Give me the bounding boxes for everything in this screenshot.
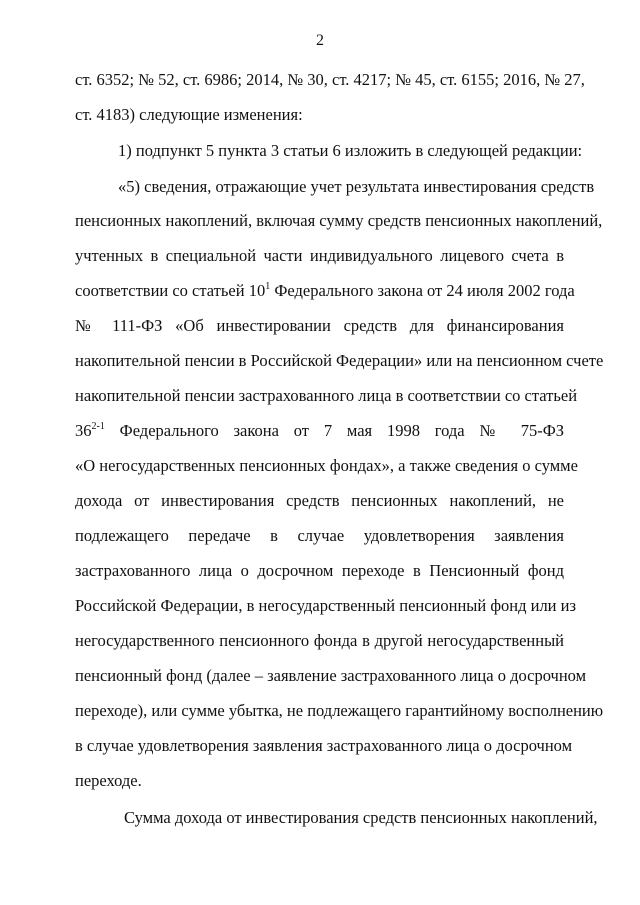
text-line-4: «5) сведения, отражающие учет результата инвестирования средств bbox=[118, 177, 595, 196]
text-line-7-rest: Федерального закона от 24 июля 2002 года bbox=[270, 281, 575, 300]
text-line-20: в случае удовлетворения заявления застрахованного лица о досрочном bbox=[75, 736, 573, 755]
text-line-12: «О негосударственных пенсионных фондах», а также сведения о сумме bbox=[75, 456, 578, 475]
text-line-19: переходе), или сумме убытка, не подлежащего гарантийному восполнению bbox=[75, 701, 604, 720]
text-line-21: переходе. bbox=[75, 771, 142, 790]
text-line-16: Российской Федерации, в негосударственный пенсионный фонд или из bbox=[75, 596, 576, 615]
text-line-17: негосударственного пенсионного фонда в другой негосударственный bbox=[75, 631, 564, 650]
text-line-2: ст. 4183) следующие изменения: bbox=[75, 105, 303, 124]
text-line-6: учтенных в специальной части индивидуального лицевого счета в bbox=[75, 246, 564, 265]
text-line-7-main: соответствии со статьей 10 bbox=[75, 281, 266, 300]
text-line-11-rest: Федерального закона от 7 мая 1998 года № 75-ФЗ bbox=[104, 421, 564, 440]
text-line-15: застрахованного лица о досрочном переходе в Пенсионный фонд bbox=[75, 561, 564, 580]
text-line-1: ст. 6352; № 52, ст. 6986; 2014, № 30, ст. 4217; № 45, ст. 6155; 2016, № 27, bbox=[75, 70, 585, 89]
text-line-3: 1) подпункт 5 пункта 3 статьи 6 изложить в следующей редакции: bbox=[118, 141, 583, 160]
text-line-9: накопительной пенсии в Российской Федерации» или на пенсионном счете bbox=[75, 351, 604, 370]
page-number: 2 bbox=[316, 32, 324, 49]
superscript-1: 1 bbox=[265, 281, 271, 292]
text-line-13: дохода от инвестирования средств пенсионных накоплений, не bbox=[75, 491, 564, 510]
text-line-5: пенсионных накоплений, включая сумму средств пенсионных накоплений, bbox=[75, 211, 603, 230]
superscript-2: 2-1 bbox=[91, 421, 105, 432]
text-line-14: подлежащего передаче в случае удовлетворения заявления bbox=[75, 526, 564, 545]
text-line-8: № 111-ФЗ «Об инвестировании средств для финансирования bbox=[75, 316, 564, 335]
text-line-22: Сумма дохода от инвестирования средств пенсионных накоплений, bbox=[124, 808, 598, 827]
text-line-10: накопительной пенсии застрахованного лица в соответствии со статьей bbox=[75, 386, 578, 405]
text-line-18: пенсионный фонд (далее – заявление застрахованного лица о досрочном bbox=[75, 666, 587, 685]
text-line-11 bbox=[75, 421, 564, 441]
text-line-7 bbox=[75, 281, 575, 301]
text-line-11-main: 36 bbox=[75, 421, 92, 440]
